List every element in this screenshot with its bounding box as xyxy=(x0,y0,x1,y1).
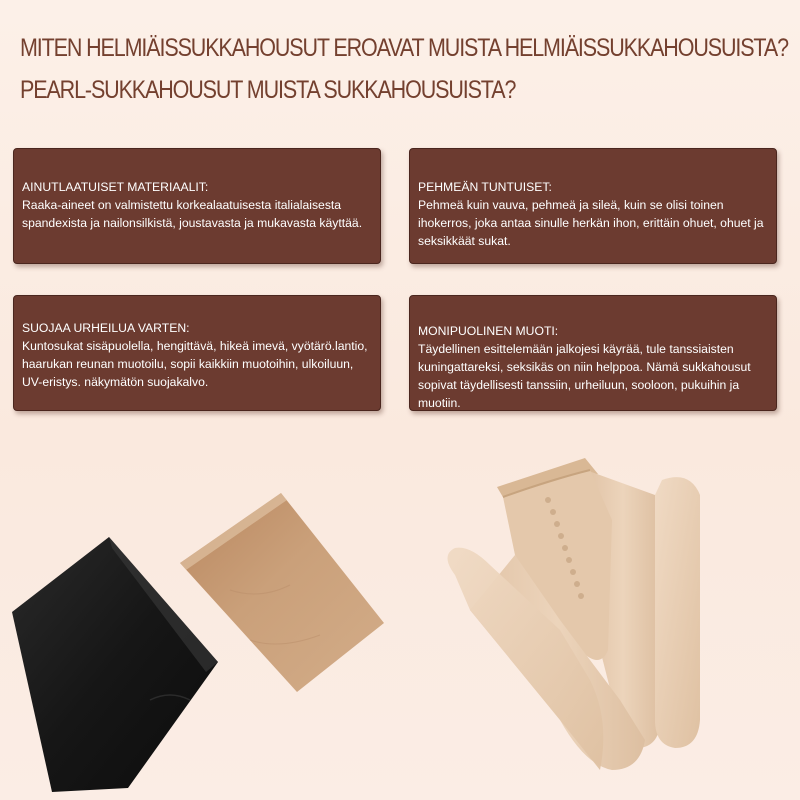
black-tights-fold xyxy=(12,537,218,792)
feature-text: Pehmeä kuin vauva, pehmeä ja sileä, kuin se olisi toinen ihokerros, joka antaa sinulle herkän ihon, erittäin ohuet, ohuet ja seksikkäät sukat. xyxy=(418,198,764,248)
page-title: MITEN HELMIÄISSUKKAHOUSUT EROAVAT MUISTA HELMIÄISSUKKAHOUSUISTA? xyxy=(20,34,788,62)
page-subtitle: PEARL-SUKKAHOUSUT MUISTA SUKKAHOUSUISTA? xyxy=(20,76,516,104)
feature-text: Kuntosukat sisäpuolella, hengittävä, hikeä imevä, vyötärö.lantio, haarukan reunan muotoilu, sopii kaikkiin muotoihin, ulkoiluun, UV-eristys. näkymätön suojakalvo. xyxy=(22,339,368,389)
feature-text: Täydellinen esittelemään jalkojesi käyrää, tule tanssiaisten kuningattareksi, seksikäs on niin helppoa. Nämä sukkahousut sopivat täydellisesti tanssiin, urheiluun, sooloon, pukuihin ja muotiin. xyxy=(418,342,751,410)
feature-card-sport-protection xyxy=(13,295,381,411)
feature-card-soft-feel xyxy=(409,148,777,264)
product-photo xyxy=(0,440,800,800)
feature-card-versatile-fashion xyxy=(409,295,777,411)
feature-title: AINUTLAATUISET MATERIAALIT: xyxy=(22,180,209,194)
feature-card-materials xyxy=(13,148,381,264)
feature-title: SUOJAA URHEILUA VARTEN: xyxy=(22,321,190,335)
feature-title: MONIPUOLINEN MUOTI: xyxy=(418,324,559,338)
feature-title: PEHMEÄN TUNTUISET: xyxy=(418,180,552,194)
full-tights xyxy=(448,458,701,770)
feature-text: Raaka-aineet on valmistettu korkealaatuisesta italialaisesta spandexista ja nailonsilkistä, joustavasta ja mukavasta käyttää. xyxy=(22,198,363,230)
